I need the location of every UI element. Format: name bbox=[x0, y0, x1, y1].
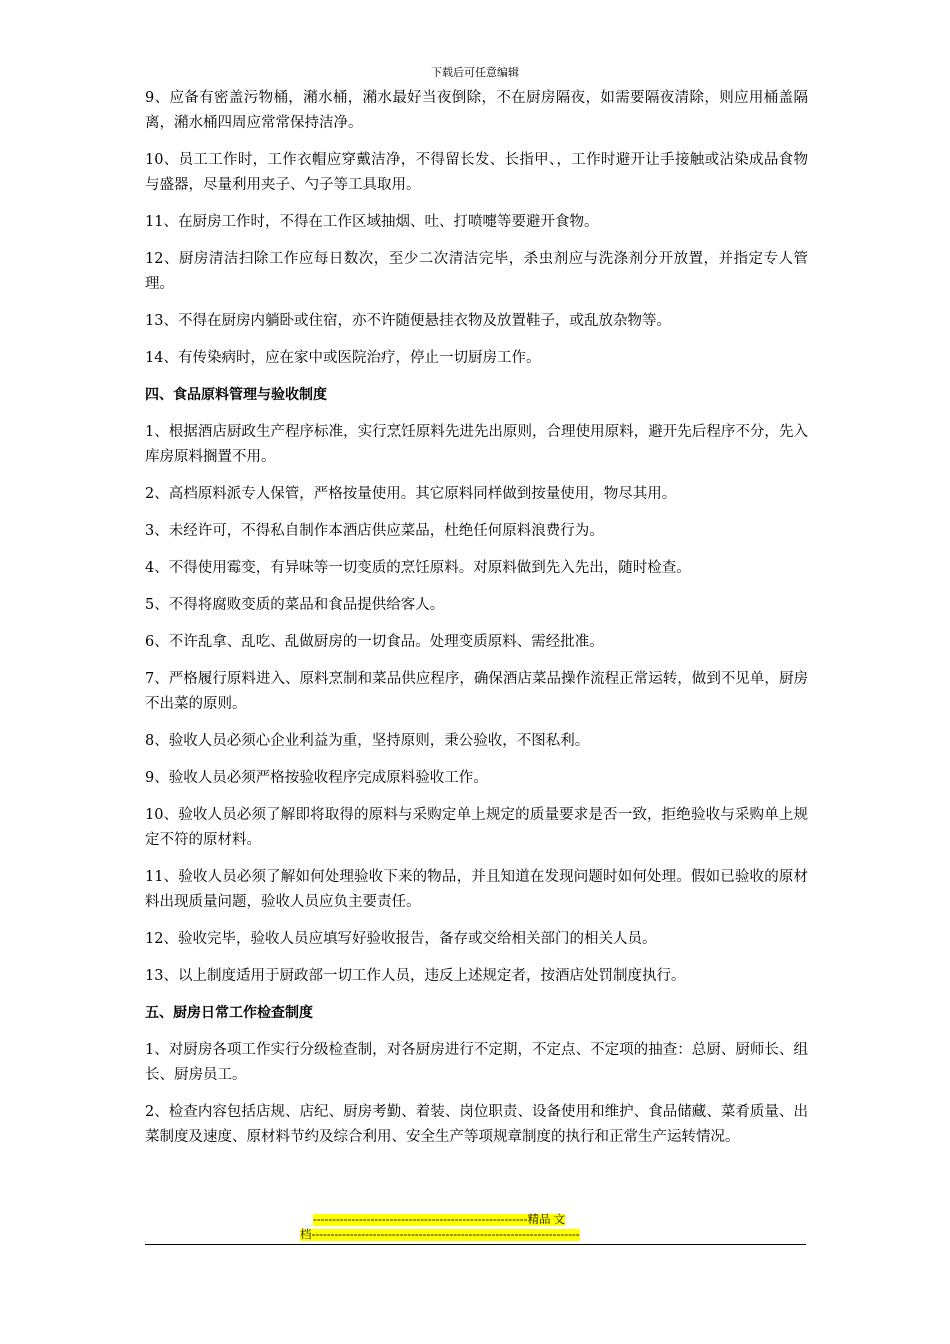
paragraph: 10、验收人员必须了解即将取得的原料与采购定单上规定的质量要求是否一致，拒绝验收与采购单上规定不符的原材料。 bbox=[145, 807, 808, 848]
footer-banner bbox=[300, 1213, 650, 1243]
paragraph: 11、验收人员必须了解如何处理验收下来的物品，并且知道在发现问题时如何处理。假如已验收的原材料出现质量问题，验收人员应负主要责任。 bbox=[145, 869, 808, 910]
paragraph: 11、在厨房工作时，不得在工作区域抽烟、吐、打喷嚏等要避开食物。 bbox=[145, 214, 599, 230]
footer-line-1 bbox=[300, 1213, 650, 1228]
section-heading: 四、食品原料管理与验收制度 bbox=[145, 387, 327, 403]
paragraph: 13、不得在厨房内躺卧或住宿，亦不许随便悬挂衣物及放置鞋子，或乱放杂物等。 bbox=[145, 313, 671, 329]
paragraph: 1、对厨房各项工作实行分级检查制，对各厨房进行不定期，不定点、不定项的抽查：总厨、厨师长、组长、厨房员工。 bbox=[145, 1042, 808, 1083]
paragraph: 12、验收完毕，验收人员应填写好验收报告，备存或交给相关部门的相关人员。 bbox=[145, 931, 657, 947]
footer-highlight-1: --------------------------------------------------------精品 文 bbox=[313, 1214, 566, 1226]
paragraph: 13、以上制度适用于厨政部一切工作人员，违反上述规定者，按酒店处罚制度执行。 bbox=[145, 968, 686, 984]
paragraph: 7、严格履行原料进入、原料烹制和菜品供应程序，确保酒店菜品操作流程正常运转，做到不见单，厨房不出菜的原则。 bbox=[145, 671, 808, 712]
paragraph: 12、厨房清洁扫除工作应每日数次，至少二次清洁完毕，杀虫剂应与洗涤剂分开放置，并指定专人管理。 bbox=[145, 251, 808, 292]
paragraph: 2、高档原料派专人保管，严格按量使用。其它原料同样做到按量使用，物尽其用。 bbox=[145, 486, 677, 502]
footer-divider bbox=[145, 1244, 806, 1245]
paragraph: 6、不许乱拿、乱吃、乱做厨房的一切食品。处理变质原料、需经批准。 bbox=[145, 634, 604, 650]
document-body bbox=[145, 86, 808, 1162]
paragraph: 2、检查内容包括店规、店纪、厨房考勤、着装、岗位职责、设备使用和维护、食品储藏、菜肴质量、出菜制度及速度、原材料节约及综合利用、安全生产等项规章制度的执行和正常生产运转情况。 bbox=[145, 1104, 808, 1145]
paragraph: 3、未经许可，不得私自制作本酒店供应菜品，杜绝任何原料浪费行为。 bbox=[145, 523, 604, 539]
paragraph: 4、不得使用霉变，有异味等一切变质的烹饪原料。对原料做到先入先出，随时检查。 bbox=[145, 560, 691, 576]
paragraph: 8、验收人员必须心企业利益为重，坚持原则，秉公验收，不图私利。 bbox=[145, 733, 590, 749]
paragraph: 5、不得将腐败变质的菜品和食品提供给客人。 bbox=[145, 597, 445, 613]
paragraph: 1、根据酒店厨政生产程序标准，实行烹饪原料先进先出原则，合理使用原料，避开先后程序不分，先入库房原料搁置不用。 bbox=[145, 424, 808, 465]
paragraph: 14、有传染病时，应在家中或医院治疗，停止一切厨房工作。 bbox=[145, 350, 541, 366]
paragraph: 10、员工工作时，工作衣帽应穿戴洁净，不得留长发、长指甲、，工作时避开让手接触或沾染成品食物与盛器，尽量利用夹子、勺子等工具取用。 bbox=[145, 152, 808, 193]
section-heading: 五、厨房日常工作检查制度 bbox=[145, 1005, 313, 1021]
paragraph: 9、验收人员必须严格按验收程序完成原料验收工作。 bbox=[145, 770, 488, 786]
header-note: 下载后可任意编辑 bbox=[431, 66, 519, 79]
paragraph: 9、应备有密盖污物桶，潲水桶，潲水最好当夜倒除，不在厨房隔夜，如需要隔夜清除，则应用桶盖隔离，潲水桶四周应常常保持洁净。 bbox=[145, 90, 808, 131]
footer-line-2 bbox=[300, 1228, 650, 1243]
footer-highlight-2: 档---------------------------------------------------------------------- bbox=[300, 1229, 580, 1241]
